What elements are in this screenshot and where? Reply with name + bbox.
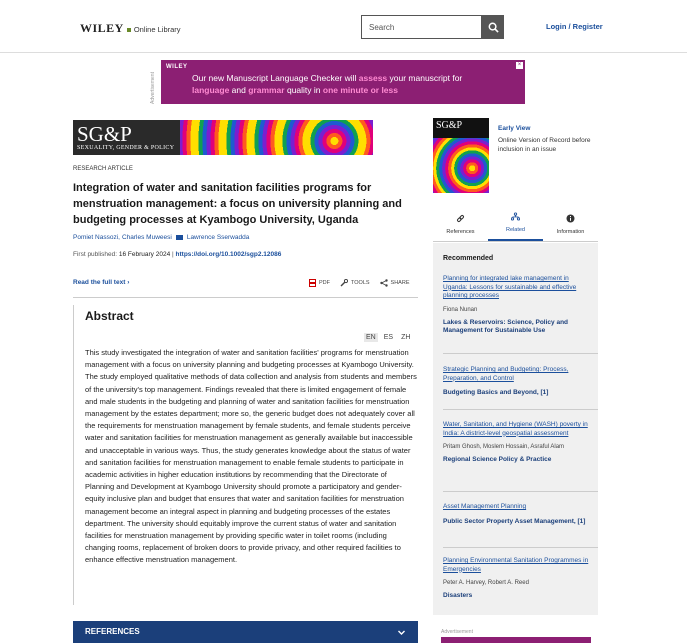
article-tools — [309, 279, 410, 287]
recommended-journal: Regional Science Policy & Practice — [443, 456, 552, 463]
author-list — [73, 234, 249, 241]
recommended-panel — [433, 243, 598, 615]
recommended-title-link[interactable]: Asset Management Planning — [443, 503, 527, 510]
early-view-link[interactable]: Early View — [498, 125, 531, 132]
share-icon — [380, 279, 388, 287]
tab-references[interactable]: References — [433, 209, 488, 241]
author-link[interactable]: Pomiet Nassozi, — [73, 234, 120, 241]
language-switcher — [364, 333, 412, 342]
divider — [443, 353, 598, 354]
references-accordion[interactable] — [73, 621, 418, 643]
recommended-item — [443, 421, 591, 465]
wrench-icon — [340, 279, 348, 287]
recommended-authors: Peter A. Harvey, Robert A. Reed — [443, 580, 529, 586]
published-date: 16 February 2024 — [118, 251, 171, 258]
author-link[interactable]: Charles Muweesi — [121, 234, 172, 241]
tab-related[interactable]: Related — [488, 209, 543, 241]
ad-close-icon[interactable]: × — [517, 62, 522, 68]
article-title: Integration of water and sanitation facilities programs for menstruation management: a focus on university planning and budgeting processes at Kyambogo University, Uganda — [73, 182, 402, 226]
recommended-title-link[interactable]: Water, Sanitation, and Hygiene (WASH) poverty in India: A district-level geospatial assessment — [443, 421, 588, 437]
search-input[interactable]: Search — [361, 15, 482, 39]
abstract-heading: Abstract — [85, 309, 134, 323]
recommended-item — [443, 503, 591, 526]
divider — [73, 297, 418, 298]
tools-button[interactable]: TOOLS — [340, 279, 370, 287]
network-icon — [511, 212, 520, 221]
language-zh[interactable]: ZH — [401, 334, 411, 341]
publication-info — [73, 251, 281, 258]
recommended-title-link[interactable]: Planning for integrated lake management in Uganda: Lessons for sustainable and effective planning processes — [443, 275, 577, 299]
language-en[interactable]: EN — [366, 334, 376, 341]
recommended-title-link[interactable]: Planning Environmental Sanitation Programmes in Emergencies — [443, 557, 589, 573]
chevron-down-icon — [397, 628, 406, 637]
chevron-right-icon: › — [127, 279, 130, 286]
recommended-heading: Recommended — [443, 255, 494, 262]
recommended-journal: Budgeting Basics and Beyond, [1] — [443, 389, 549, 396]
journal-abbr: SG&P — [77, 122, 132, 146]
link-icon — [456, 214, 465, 223]
ad-label: Advertisement — [150, 72, 156, 104]
logo-wiley-text: WILEY — [80, 21, 124, 35]
divider — [443, 547, 598, 548]
search-button[interactable] — [482, 15, 504, 39]
recommended-item — [443, 275, 591, 336]
logo-dot-icon — [127, 28, 131, 32]
site-header — [0, 0, 687, 53]
wiley-logo[interactable] — [80, 21, 181, 36]
pdf-button[interactable]: PDF — [309, 279, 330, 287]
tab-information[interactable]: Information — [543, 209, 598, 241]
doi-link[interactable]: https://doi.org/10.1002/sgp2.12086 — [175, 251, 282, 258]
language-es[interactable]: ES — [383, 334, 394, 341]
cover-abbr: SG&P — [436, 120, 463, 131]
login-register-link[interactable]: Login / Register — [546, 22, 603, 31]
article-type: RESEARCH ARTICLE — [73, 166, 133, 172]
ad-label: Advertisement — [441, 629, 473, 635]
recommended-journal: Public Sector Property Asset Management, [1] — [443, 517, 586, 525]
divider — [443, 491, 598, 492]
recommended-journal: Disasters — [443, 592, 473, 599]
author-link[interactable]: Lawrence Sserwadda — [186, 234, 250, 241]
info-icon — [566, 214, 575, 223]
abstract-section — [73, 305, 418, 605]
recommended-item — [443, 366, 591, 398]
recommended-authors: Pritam Ghosh, Moslem Hossain, Asraful Alam — [443, 444, 565, 450]
cover-art — [433, 138, 489, 193]
abstract-text: This study investigated the integration of water and sanitation facilities' programs for menstruation management with a focus on university planning and budgeting processes at Kyambogo University. The study employed qualitative methods of data collection and analysis from students and members of the university's top management. Findings revealed that there is limited engagement of female and male students in the budgeting and planning of water and sanitation facilities for menstruation management by the estates department; more so, the generic budget does not adequately cover all the requirements for menstruation management by female students, and female students perceive water and sanitation facilities for menstruation management as generally available but inaccessible and unacceptable in various ways. Thus, the study generates knowledge about the status of water and sanitation facilities for menstruation management to enable female students to participate in academic activities in higher education institutions by recommending that the Directorate of Planning and Development at Kyambogo University should promote a participatory and gender-equity inclusive plan and budget that ensures that water and sanitation facilities for menstruation management become an integral aspect in planning and budgeting processes of the estates department. The university should equitably improve the current status of water and sanitation facilities for menstruation management by providing specific water in toilet rooms (including changing rooms, replacement of broken doors to provide privacy, and other required facilities to enhance effective menstruation management. — [85, 348, 417, 565]
pdf-icon — [309, 279, 316, 287]
early-view-description: Online Version of Record before inclusion in an issue — [498, 137, 591, 153]
share-button[interactable]: SHARE — [380, 279, 410, 287]
journal-banner[interactable] — [73, 120, 373, 155]
recommended-item — [443, 557, 591, 601]
journal-banner-art — [180, 120, 373, 155]
ad-banner[interactable] — [161, 60, 525, 104]
journal-cover-image[interactable] — [433, 118, 489, 193]
sidebar-tabs — [433, 209, 598, 242]
corresponding-author-mail-icon[interactable] — [176, 235, 183, 240]
references-label: REFERENCES — [85, 627, 140, 636]
recommended-journal: Lakes & Reservoirs: Science, Policy and Management for Sustainable Use — [443, 318, 569, 334]
ad-brand: WILEY — [166, 64, 188, 70]
recommended-authors: Fiona Nunan — [443, 306, 478, 313]
separator: | — [172, 251, 176, 258]
journal-full-name: SEXUALITY, GENDER & POLICY — [77, 145, 175, 151]
sidebar-ad[interactable] — [441, 637, 591, 643]
published-label: First published: — [73, 251, 119, 258]
search-icon — [488, 22, 499, 33]
read-full-text-link[interactable]: Read the full text › — [73, 279, 130, 286]
logo-online-library-text: Online Library — [133, 25, 181, 34]
divider — [443, 409, 598, 410]
ad-message: Our new Manuscript Language Checker will assess your manuscript for language and grammar quality in one minute or less — [192, 73, 463, 95]
recommended-title-link[interactable]: Strategic Planning and Budgeting: Process, Preparation, and Control — [443, 366, 569, 382]
